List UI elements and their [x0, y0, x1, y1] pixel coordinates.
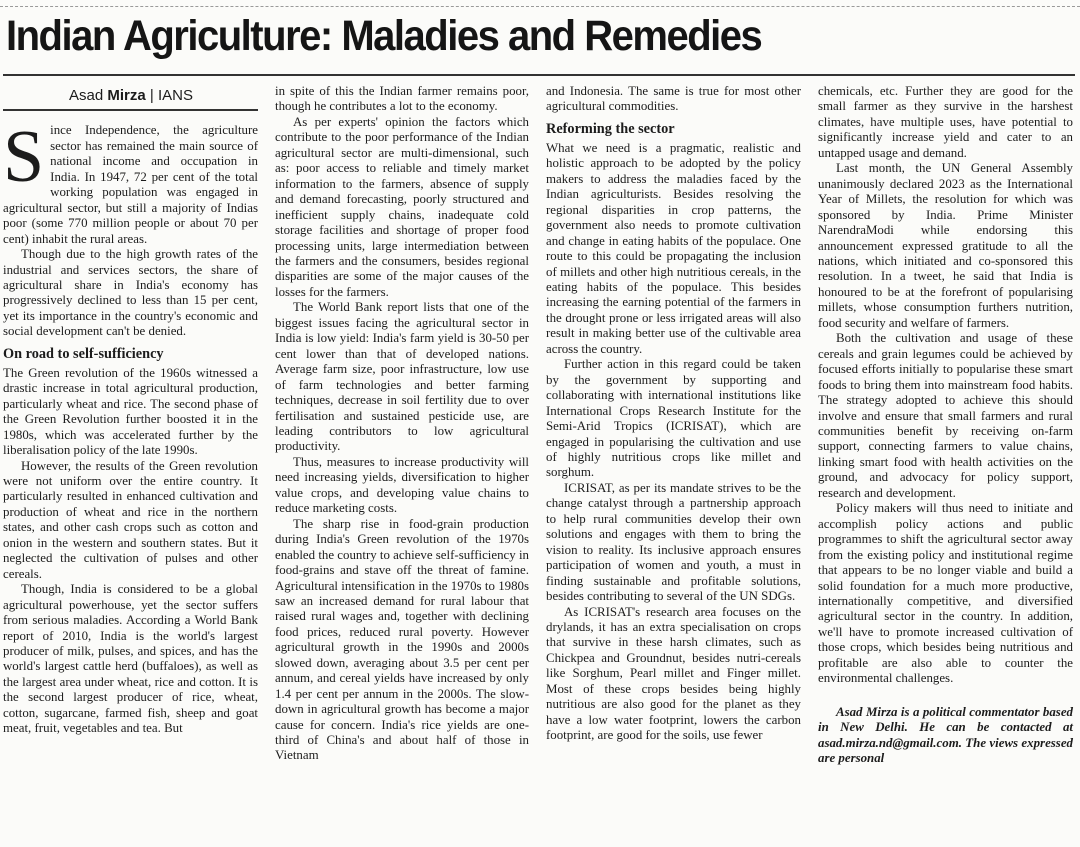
paragraph: The Green revolution of the 1960s witnessed a drastic increase in total agricultural production, particularly wheat and rice. The second phase of the Green Revolution further boosted it in the 1980s, which was accelerated further by the liberalisation policy of the late 1990s.	[3, 365, 258, 458]
paragraph: ICRISAT, as per its mandate strives to be the change catalyst through a partnership approach to help rural communities develop their own solutions and engages with them to bring the vision to reality. Its inclusive approach ensures participation of women and youth, a must in finding sustainable and profitable solutions, besides contributing to several of the UN SDGs.	[546, 480, 801, 604]
paragraph: Though due to the high growth rates of the industrial and services sectors, the share of agricultural share in India's economy has progressively declined to less than 15 per cent, yet its importance in the country's economic and social development can't be denied.	[3, 247, 258, 339]
byline-separator: |	[149, 87, 154, 104]
column-2	[275, 84, 529, 764]
paragraph: As ICRISAT's research area focuses on the drylands, it has an extra specialisation on crops that survive in these harsh climates, such as Chickpea and Groundnut, besides nutri-cereals like Sorghum, Pearl millet and Finger millet. Most of these crops besides being highly nutritious are also good for the planet as they have a low water footprint, lowers the carbon footprint, are good for the soils, use fewer	[546, 604, 801, 743]
paragraph: However, the results of the Green revolution were not uniform over the entire country. It particularly resulted in enhanced cultivation and production of wheat and rice in the northern states, and other cash crops such as cotton and onion in the western and southern states. But it neglected the cultivation of pulses and other cereals.	[3, 458, 258, 581]
paragraph: in spite of this the Indian farmer remains poor, though he contributes a lot to the economy.	[275, 84, 529, 114]
byline-surname: Mirza	[107, 87, 146, 104]
section-heading: On road to self-sufficiency	[3, 345, 164, 362]
paragraph: Though, India is considered to be a global agricultural powerhouse, yet the sector suffers from serious maladies. According a World Bank report of 2010, India is the world's largest producer of milk, pulses, and spices, and has the world's largest cattle herd (buffaloes), as well as the largest area under wheat, rice and cotton. It is the second largest producer of rice, wheat, cotton, sugarcane, farmed fish, sheep and goat meat, fruit, vegetables and tea. But	[3, 582, 258, 736]
byline-first: Asad	[69, 87, 104, 104]
paragraph: Last month, the UN General Assembly unanimously declared 2023 as the International Year of Millets, the resolution for which was sponsored by India. Prime Minister NarendraModi while endorsing this announcement expressed gratitude to all the nations, which initiated and co-sponsored this resolution. In a tweet, he said that India is honoured to be at the forefront of popularising millets, whose consumption furthers nutrition, food security and welfare of farmers.	[818, 161, 1073, 330]
column-4	[818, 84, 1073, 766]
drop-cap: S	[3, 116, 45, 199]
paragraph: and Indonesia. The same is true for most other agricultural commodities.	[546, 84, 801, 114]
paragraph: Both the cultivation and usage of these cereals and grain legumes could be achieved by focused efforts initially to popularise these smart foods to bring them into mainstream food habits. The strategy adopted to achieve this should involve and ensure that small farmers and rural communities benefit by receiving on-farm support, connecting farmers to value chains, linking smart food with health activities on the ground, and advocacy for policy support, research and development.	[818, 331, 1073, 500]
column-1	[3, 84, 258, 737]
paragraph: What we need is a pragmatic, realistic and holistic approach to be adopted by the policy makers to address the maladies faced by the Indian agriculturists. Besides resolving the regional disparities in crop patterns, the government also needs to promote cultivation and change in eating habits of the populace. One route to this could be propagating the inclusion of millets and other high nutritious cereals, in the eating habits of the populace. This besides increasing the earning potential of the farmers in the drought prone or less irrigated areas will also result in making better use of the cultivable area across the country.	[546, 140, 801, 356]
paragraph: The sharp rise in food-grain production during India's Green revolution of the 1970s enabled the country to achieve self-sufficiency in food-grains and stave off the threat of famine. Agricultural intensification in the 1970s to 1980s saw an increased demand for rural labour that raised rural wages and, together with declining food prices, reduced rural poverty. However agricultural growth in the 1990s and 2000s slowed down, averaging about 3.5 per cent per annum, and cereal yields have increased by only 1.4 per cent per annum in the 2000s. The slow-down in agricultural growth has become a major cause for concern. India's rice yields are one-third of China's and about half of those in Vietnam	[275, 516, 529, 763]
headline: Indian Agriculture: Maladies and Remedies	[6, 12, 762, 60]
author-note: Asad Mirza is a political commentator based in New Delhi. He can be contacted at asad.mirza.nd@gmail.com. The views expressed are personal	[818, 704, 1073, 766]
paragraph: As per experts' opinion the factors which contribute to the poor performance of the Indian agricultural sector are multi-dimensional, such as: poor access to reliable and timely market information to the farmers, absence of supply and demand forecasting, poorly structured and inefficient supply chains, inadequate cold storage facilities and shortage of proper food processing units, large intermediation between the farmers and the consumers, besides regional disparities are some of the major causes of the losses for the farmers.	[275, 114, 529, 299]
byline-agency: IANS	[157, 87, 193, 104]
column-3	[546, 84, 801, 744]
paragraph: Thus, measures to increase productivity will need increasing yields, diversification to higher value crops, and developing value chains to reduce marketing costs.	[275, 454, 529, 516]
paragraph	[3, 116, 258, 247]
paragraph: chemicals, etc. Further they are good for the small farmer as they survive in the harshest climates, have multiple uses, have potential to significantly increase yield and cater to an untapped usage and demand.	[818, 84, 1073, 160]
paragraph: Policy makers will thus need to initiate and accomplish policy actions and public programmes to shift the agricultural sector away from the existing policy and institutional regime that appears to be no longer viable and build a solid foundation for a much more productive, internationally competitive, and diversified agricultural sector in the country. In addition, we'll have to promote increased cultivation of those crops, which besides being nutritious and profitable are also able to counter the environmental challenges.	[818, 501, 1073, 686]
headline-rule	[3, 74, 1075, 76]
section-heading: Reforming the sector	[546, 120, 675, 137]
paragraph: Further action in this regard could be taken by the government by supporting and collaborating with international institutions like International Crops Research Institute for the Semi-Arid Tropics (ICRISAT), which are engaged in popularising the cultivation and use of highly nutritious crops like millet and sorghum.	[546, 357, 801, 480]
paragraph: The World Bank report lists that one of the biggest issues facing the agricultural sector in India is low yield: India's farm yield is 30-50 per cent lower than that of developed nations. Average farm size, poor infrastructure, low use of farm technologies and better farming techniques, decrease in soil fertility due to over fertilisation and sustained pesticide use, are leading contributors to low agricultural productivity.	[275, 300, 529, 454]
byline	[3, 84, 258, 111]
paragraph-text: ince Independence, the agriculture sector has remained the main source of national income and occupation in India. In 1947, 72 per cent of the total working population was engaged in agricultural sector, but still a majority of Indias poor (some 770 million people or about 70 per cent) inhabit the rural areas.	[3, 123, 258, 246]
top-border	[0, 6, 1080, 7]
